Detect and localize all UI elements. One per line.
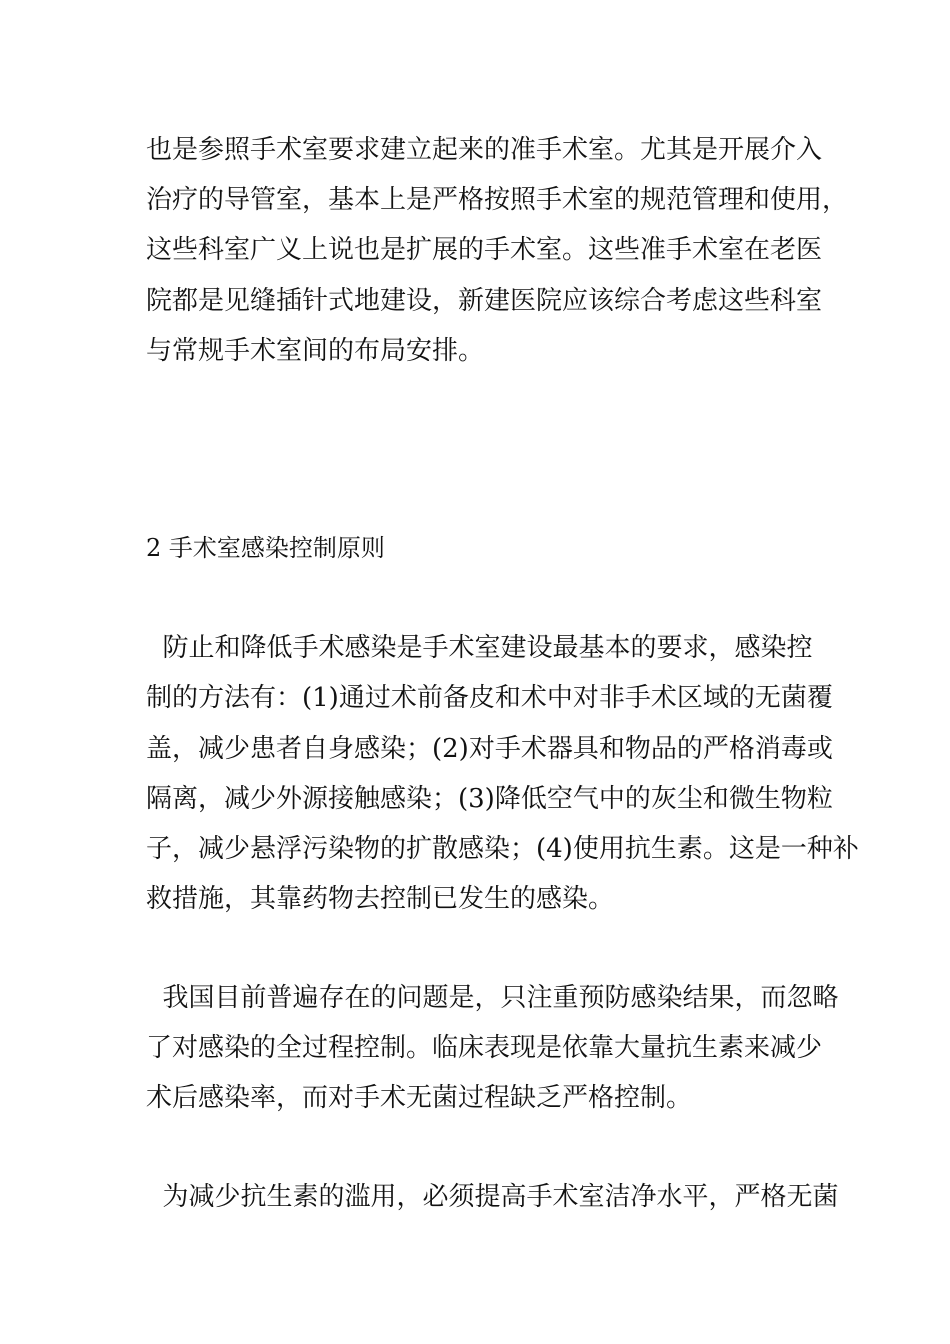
paragraph-3-line-3: 术后感染率，而对手术无菌过程缺乏严格控制。 [146, 1083, 693, 1113]
paragraph-1-line-3: 这些科室广义上说也是扩展的手术室。这些准手术室在老医 [146, 235, 823, 265]
paragraph-1-line-4: 院都是见缝插针式地建设，新建医院应该综合考虑这些科室 [146, 286, 823, 316]
paragraph-2-line-6: 救措施，其靠药物去控制已发生的感染。 [146, 884, 615, 914]
paragraph-3-line-2: 了对感染的全过程控制。临床表现是依靠大量抗生素来减少 [146, 1033, 823, 1063]
paragraph-4-line-1: 为减少抗生素的滥用，必须提高手术室洁净水平，严格无菌 [146, 1182, 839, 1212]
paragraph-1-line-5: 与常规手术室间的布局安排。 [146, 336, 485, 366]
paragraph-1-line-1: 也是参照手术室要求建立起来的准手术室。尤其是开展介入 [146, 135, 823, 165]
section-heading: 2 手术室感染控制原则 [146, 534, 385, 562]
paragraph-2-line-2: 制的方法有：(1)通过术前备皮和术中对非手术区域的无菌覆 [146, 683, 833, 713]
paragraph-1-line-2: 治疗的导管室，基本上是严格按照手术室的规范管理和使用， [146, 185, 849, 215]
paragraph-3-line-1: 我国目前普遍存在的问题是，只注重预防感染结果，而忽略 [146, 983, 839, 1013]
paragraph-2-line-1: 防止和降低手术感染是手术室建设最基本的要求，感染控 [146, 633, 813, 663]
paragraph-2-line-4: 隔离，减少外源接触感染；(3)降低空气中的灰尘和微生物粒 [146, 784, 833, 814]
paragraph-2-line-3: 盖，减少患者自身感染；(2)对手术器具和物品的严格消毒或 [146, 734, 833, 764]
paragraph-2-line-5: 子，减少悬浮污染物的扩散感染；(4)使用抗生素。这是一种补 [146, 834, 859, 864]
